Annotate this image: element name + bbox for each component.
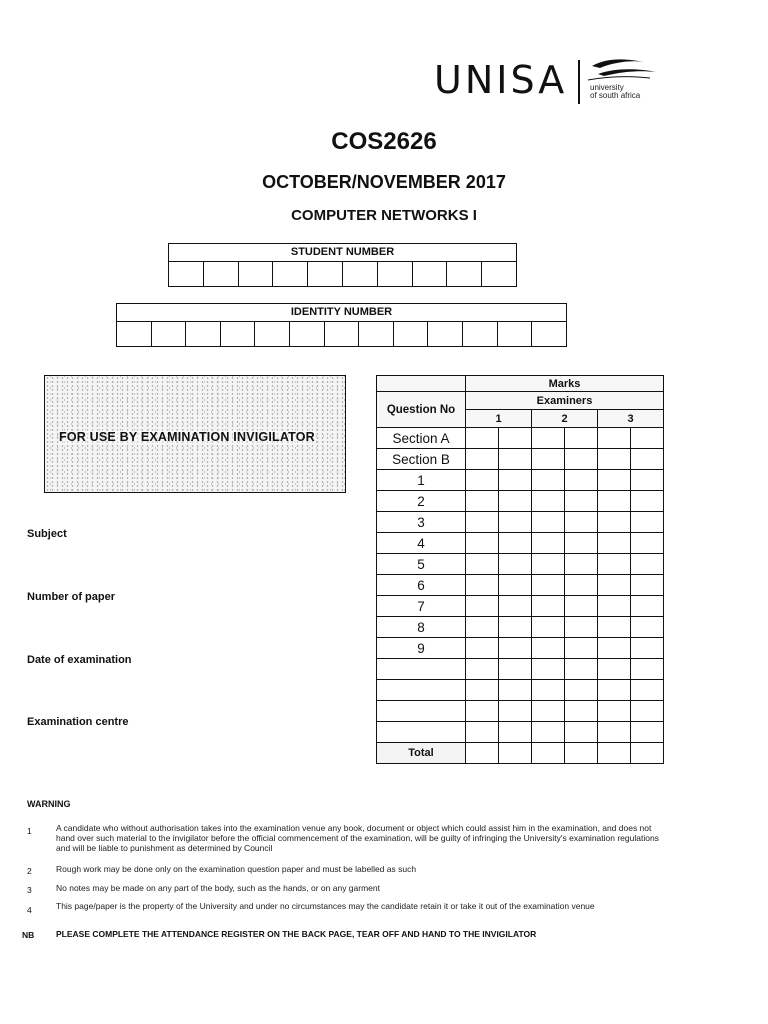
marks-row [377, 491, 664, 512]
mark-entry-cell[interactable] [565, 533, 598, 554]
mark-entry-cell[interactable] [499, 722, 532, 743]
marks-table [376, 375, 664, 764]
invigilator-label: FOR USE BY EXAMINATION INVIGILATOR [59, 430, 315, 444]
mark-entry-cell[interactable] [598, 428, 631, 449]
student-number-digit-box[interactable] [169, 262, 204, 286]
logo-subtitle-line2: of south africa [590, 91, 641, 100]
question-cell [377, 701, 466, 722]
student-number-digit-box[interactable] [239, 262, 274, 286]
student-number-label: STUDENT NUMBER [169, 244, 516, 262]
paper-number-label: Number of paper [27, 591, 116, 603]
mark-entry-cell[interactable] [631, 491, 664, 512]
question-cell: 3 [377, 512, 466, 533]
exam-centre-label: Examination centre [27, 716, 129, 728]
mark-entry-cell[interactable] [532, 596, 565, 617]
mark-entry-cell[interactable] [499, 470, 532, 491]
question-cell [377, 659, 466, 680]
mark-entry-cell[interactable] [631, 680, 664, 701]
marks-row [377, 449, 664, 470]
marks-row [377, 659, 664, 680]
examiners-header: Examiners [466, 392, 664, 410]
mark-entry-cell[interactable] [598, 533, 631, 554]
subject-label: Subject [27, 528, 67, 540]
mark-entry-cell[interactable] [532, 428, 565, 449]
mark-entry-cell[interactable] [565, 554, 598, 575]
mark-entry-cell[interactable] [532, 722, 565, 743]
identity-number-digit-box[interactable] [152, 322, 187, 346]
mark-entry-cell[interactable] [532, 575, 565, 596]
mark-entry-cell[interactable] [598, 449, 631, 470]
mark-entry-cell[interactable] [499, 617, 532, 638]
mark-entry-cell[interactable] [631, 575, 664, 596]
mark-entry-cell[interactable] [532, 470, 565, 491]
identity-number-digit-box[interactable] [428, 322, 463, 346]
identity-number-label: IDENTITY NUMBER [117, 304, 566, 322]
mark-entry-cell[interactable] [598, 470, 631, 491]
mark-entry-cell[interactable] [598, 680, 631, 701]
warning-item-text: A candidate who without authorisation takes into the examination venue any book, document or object which could assist him in the examination, and does not hand over such material to the invigilator before the official commencement of the examination, will be guilty of infringing the University's examination regulations and will be liable to punishment as determined by Council [56, 823, 659, 853]
question-cell: Section A [377, 428, 466, 449]
total-entry-cell[interactable] [631, 743, 664, 764]
mark-entry-cell[interactable] [565, 596, 598, 617]
mark-entry-cell[interactable] [532, 617, 565, 638]
mark-entry-cell[interactable] [499, 701, 532, 722]
mark-entry-cell[interactable] [598, 596, 631, 617]
mark-entry-cell[interactable] [466, 554, 499, 575]
warning-item-number: 4 [27, 905, 32, 915]
mark-entry-cell[interactable] [631, 722, 664, 743]
mark-entry-cell[interactable] [532, 680, 565, 701]
mark-entry-cell[interactable] [631, 512, 664, 533]
mark-entry-cell[interactable] [565, 512, 598, 533]
marks-header: Marks [466, 376, 664, 392]
identity-number-digit-box[interactable] [359, 322, 394, 346]
unisa-logo [432, 52, 662, 112]
mark-entry-cell[interactable] [499, 449, 532, 470]
warning-item-number: 3 [27, 885, 32, 895]
identity-number-box [116, 303, 567, 347]
marks-row [377, 575, 664, 596]
mark-entry-cell[interactable] [565, 575, 598, 596]
question-cell: 2 [377, 491, 466, 512]
total-entry-cell[interactable] [466, 743, 499, 764]
student-number-box [168, 243, 517, 287]
student-number-digit-box[interactable] [378, 262, 413, 286]
identity-number-digit-box[interactable] [290, 322, 325, 346]
examiner-2-header: 2 [532, 410, 598, 428]
mark-entry-cell[interactable] [466, 428, 499, 449]
mark-entry-cell[interactable] [532, 449, 565, 470]
marks-row [377, 554, 664, 575]
mark-entry-cell[interactable] [631, 470, 664, 491]
mark-entry-cell[interactable] [466, 470, 499, 491]
mark-entry-cell[interactable] [499, 596, 532, 617]
mark-entry-cell[interactable] [565, 449, 598, 470]
mark-entry-cell[interactable] [466, 491, 499, 512]
student-number-digit-box[interactable] [482, 262, 516, 286]
mark-entry-cell[interactable] [565, 428, 598, 449]
mark-entry-cell[interactable] [598, 575, 631, 596]
mark-entry-cell[interactable] [598, 701, 631, 722]
mark-entry-cell[interactable] [565, 722, 598, 743]
warning-item-text: Rough work may be done only on the examination question paper and must be labelled as such [56, 864, 417, 874]
mark-entry-cell[interactable] [565, 470, 598, 491]
mark-entry-cell[interactable] [499, 533, 532, 554]
mark-entry-cell[interactable] [532, 638, 565, 659]
question-cell [377, 722, 466, 743]
identity-number-digit-box[interactable] [117, 322, 152, 346]
mark-entry-cell[interactable] [499, 512, 532, 533]
mark-entry-cell[interactable] [598, 638, 631, 659]
identity-number-digit-box[interactable] [325, 322, 360, 346]
question-cell: 8 [377, 617, 466, 638]
mark-entry-cell[interactable] [532, 491, 565, 512]
identity-number-digit-box[interactable] [255, 322, 290, 346]
nb-instruction: PLEASE COMPLETE THE ATTENDANCE REGISTER ON THE BACK PAGE, TEAR OFF AND HAND TO THE INVIGILATOR [56, 929, 537, 939]
mark-entry-cell[interactable] [631, 428, 664, 449]
total-label: Total [377, 743, 466, 764]
warning-item-number: 2 [27, 866, 32, 876]
mark-entry-cell[interactable] [598, 512, 631, 533]
mark-entry-cell[interactable] [565, 638, 598, 659]
marks-row [377, 680, 664, 701]
warning-item-text: This page/paper is the property of the University and under no circumstances may the candidate retain it or take it out of the examination venue [56, 901, 595, 911]
mark-entry-cell[interactable] [466, 596, 499, 617]
logo-wordmark: UNISA [434, 58, 568, 102]
total-row [377, 743, 664, 764]
mark-entry-cell[interactable] [499, 575, 532, 596]
question-cell: 4 [377, 533, 466, 554]
mark-entry-cell[interactable] [631, 701, 664, 722]
marks-row [377, 701, 664, 722]
module-code: COS2626 [331, 128, 437, 155]
mark-entry-cell[interactable] [631, 554, 664, 575]
identity-number-digit-box[interactable] [532, 322, 566, 346]
question-cell: 1 [377, 470, 466, 491]
marks-row [377, 512, 664, 533]
mark-entry-cell[interactable] [598, 554, 631, 575]
warning-title: WARNING [27, 799, 71, 809]
question-cell: 7 [377, 596, 466, 617]
mark-entry-cell[interactable] [466, 722, 499, 743]
student-number-digit-box[interactable] [447, 262, 482, 286]
marks-row [377, 533, 664, 554]
total-entry-cell[interactable] [598, 743, 631, 764]
mark-entry-cell[interactable] [532, 659, 565, 680]
mark-entry-cell[interactable] [631, 617, 664, 638]
mark-entry-cell[interactable] [466, 512, 499, 533]
question-cell: Section B [377, 449, 466, 470]
marks-row [377, 617, 664, 638]
mark-entry-cell[interactable] [499, 659, 532, 680]
identity-number-digit-box[interactable] [221, 322, 256, 346]
mark-entry-cell[interactable] [499, 491, 532, 512]
identity-number-digit-box[interactable] [186, 322, 221, 346]
mark-entry-cell[interactable] [565, 659, 598, 680]
invigilator-box [44, 375, 346, 493]
mark-entry-cell[interactable] [598, 722, 631, 743]
question-number-header: Question No [377, 392, 466, 428]
student-number-digit-box[interactable] [204, 262, 239, 286]
marks-row [377, 596, 664, 617]
mark-entry-cell[interactable] [466, 533, 499, 554]
exam-session: OCTOBER/NOVEMBER 2017 [262, 172, 506, 192]
mark-entry-cell[interactable] [565, 701, 598, 722]
total-entry-cell[interactable] [532, 743, 565, 764]
marks-row [377, 722, 664, 743]
mark-entry-cell[interactable] [532, 533, 565, 554]
nb-label: NB [22, 930, 35, 940]
student-number-cells [169, 262, 516, 286]
logo-emblem-icon [584, 54, 664, 84]
identity-number-digit-box[interactable] [463, 322, 498, 346]
student-number-digit-box[interactable] [413, 262, 448, 286]
exam-date-label: Date of examination [27, 654, 132, 666]
total-entry-cell[interactable] [565, 743, 598, 764]
mark-entry-cell[interactable] [598, 659, 631, 680]
mark-entry-cell[interactable] [631, 449, 664, 470]
examiner-1-header: 1 [466, 410, 532, 428]
student-number-digit-box[interactable] [273, 262, 308, 286]
mark-entry-cell[interactable] [631, 659, 664, 680]
warning-item-number: 1 [27, 826, 32, 836]
mark-entry-cell[interactable] [631, 638, 664, 659]
question-cell: 5 [377, 554, 466, 575]
mark-entry-cell[interactable] [466, 617, 499, 638]
question-cell: 9 [377, 638, 466, 659]
identity-number-cells [117, 322, 566, 346]
mark-entry-cell[interactable] [466, 680, 499, 701]
mark-entry-cell[interactable] [532, 701, 565, 722]
marks-row [377, 638, 664, 659]
logo-subtitle-line1: university [590, 83, 624, 92]
mark-entry-cell[interactable] [598, 491, 631, 512]
mark-entry-cell[interactable] [499, 638, 532, 659]
question-cell: 6 [377, 575, 466, 596]
examiner-3-header: 3 [598, 410, 664, 428]
mark-entry-cell[interactable] [532, 554, 565, 575]
mark-entry-cell[interactable] [631, 596, 664, 617]
identity-number-digit-box[interactable] [394, 322, 429, 346]
total-entry-cell[interactable] [499, 743, 532, 764]
marks-row [377, 428, 664, 449]
mark-entry-cell[interactable] [532, 512, 565, 533]
mark-entry-cell[interactable] [466, 638, 499, 659]
student-number-digit-box[interactable] [343, 262, 378, 286]
mark-entry-cell[interactable] [466, 659, 499, 680]
mark-entry-cell[interactable] [466, 449, 499, 470]
mark-entry-cell[interactable] [466, 701, 499, 722]
mark-entry-cell[interactable] [631, 533, 664, 554]
warning-item-text: No notes may be made on any part of the body, such as the hands, or on any garment [56, 883, 380, 893]
question-cell [377, 680, 466, 701]
mark-entry-cell[interactable] [565, 491, 598, 512]
mark-entry-cell[interactable] [499, 680, 532, 701]
mark-entry-cell[interactable] [565, 680, 598, 701]
marks-row [377, 470, 664, 491]
mark-entry-cell[interactable] [565, 617, 598, 638]
identity-number-digit-box[interactable] [498, 322, 533, 346]
mark-entry-cell[interactable] [598, 617, 631, 638]
mark-entry-cell[interactable] [499, 428, 532, 449]
mark-entry-cell[interactable] [466, 575, 499, 596]
module-title: COMPUTER NETWORKS I [291, 207, 477, 224]
student-number-digit-box[interactable] [308, 262, 343, 286]
mark-entry-cell[interactable] [499, 554, 532, 575]
marks-header-blank [377, 376, 466, 392]
logo-divider [578, 60, 580, 104]
